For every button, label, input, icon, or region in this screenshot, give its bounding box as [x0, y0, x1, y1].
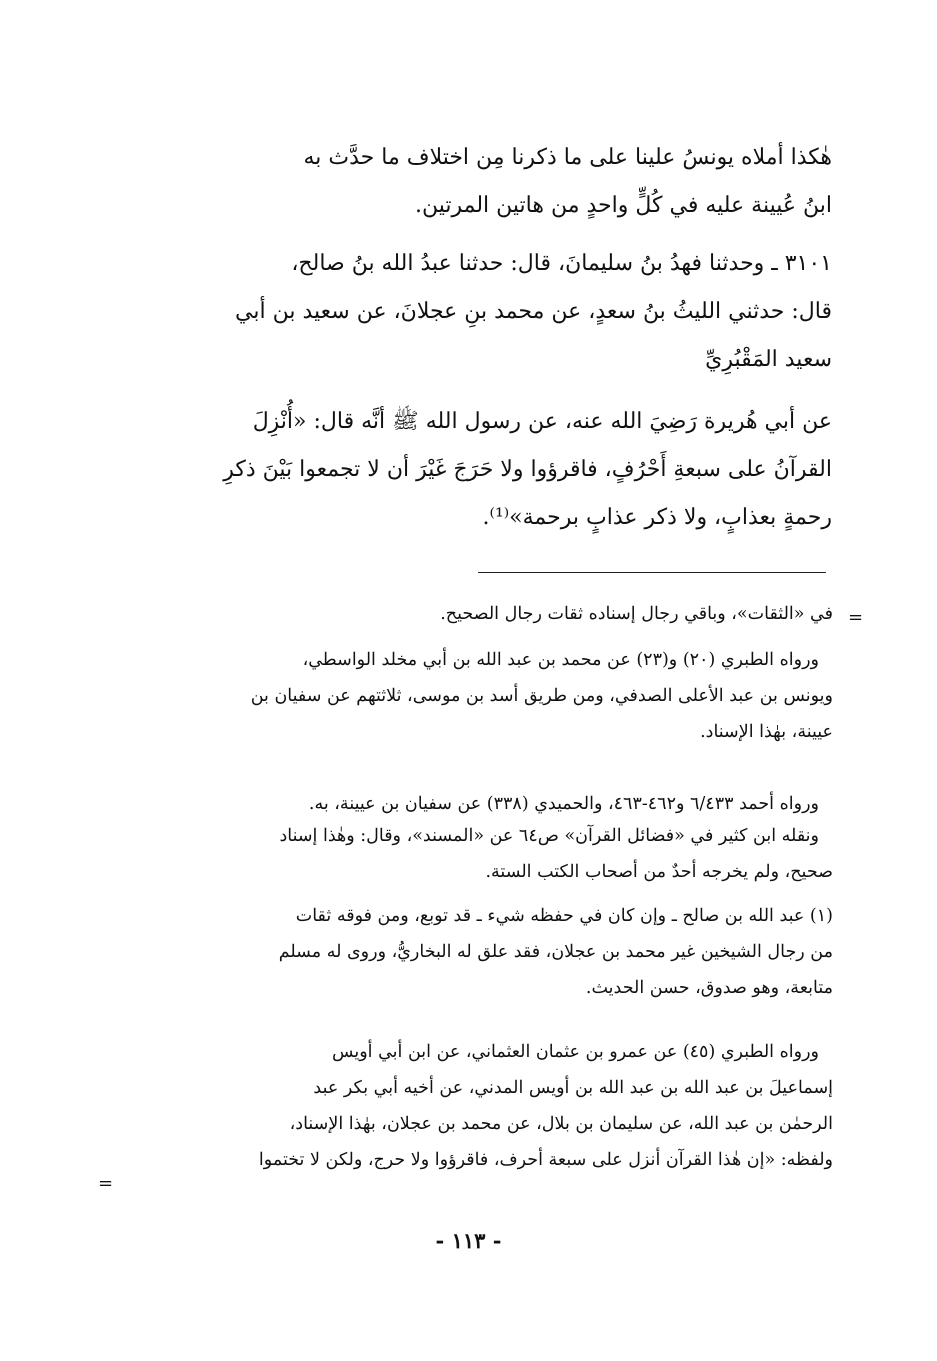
footnote-line: من رجال الشيخين غير محمد بن عجلان، فقد علق له البخاريُّ، وروى له مسلم [278, 942, 833, 962]
footnote-line: ويونس بن عبد الأعلى الصدفي، ومن طريق أسد بن موسى، ثلاثتهم عن سفيان بن [250, 686, 833, 706]
footnote-tabari-second-paragraph [121, 1034, 833, 1178]
footnote-ahmad-paragraph [121, 786, 833, 822]
footnote-line: عيينة، بهٰذا الإسناد. [700, 722, 833, 742]
text-line: رحمةٍ بعذابٍ، ولا ذكر عذابٍ برحمة»⁽¹⁾. [482, 505, 832, 530]
footnote-separator [478, 572, 826, 573]
footnote-ibn-kathir-paragraph [121, 818, 833, 890]
text-line: سعيد المَقْبُرِيِّ [705, 347, 832, 372]
footnote-line: ونقله ابن كثير في «فضائل القرآن» ص٦٤ عن «المسند»، وقال: وهٰذا إسناد [279, 826, 819, 846]
footnote-line: (١) عبد الله بن صالح ـ وإن كان في حفظه شيء ـ قد توبع، ومن فوقه ثقات [295, 906, 833, 926]
footnote-line: إسماعيلَ بن عبد الله بن عبد الله بن أويس المدني، عن أخيه أبي بكر عبد [313, 1078, 833, 1098]
text-line: هٰكذا أملاه يونسُ علينا على ما ذكرنا مِن اختلاف ما حدَّث به [303, 145, 832, 170]
page-number: - ١١٣ - [435, 1228, 502, 1253]
text-line: ابنُ عُيينة عليه في كُلٍّ واحدٍ من هاتين المرتين. [414, 193, 832, 218]
footnote-line: ورواه الطبري (٢٠) و(٢٣) عن محمد بن عبد الله بن أبي مخلد الواسطي، [302, 650, 819, 670]
footnote-continued [121, 596, 833, 632]
footnote-line: الرحمٰن بن عبد الله، عن سليمان بن بلال، عن محمد بن عجلان، بهٰذا الإسناد، [289, 1114, 833, 1134]
continuation-mark: = [848, 607, 864, 628]
footnote-line: ولفظه: «إن هٰذا القرآن أنزل على سبعة أحرف، فاقرؤوا ولا حرج، ولكن لا تختموا [258, 1150, 833, 1170]
footnote-line: صحيح، ولم يخرجه أحدٌ من أصحاب الكتب الستة. [485, 862, 833, 882]
text-line: القرآنُ على سبعةِ أَحْرُفٍ، فاقرؤوا ولا حَرَجَ غَيْرَ أن لا تجمعوا بَيْنَ ذكرِ [223, 457, 832, 482]
text-line: عن أبي هُريرة رَضِيَ الله عنه، عن رسول الله ﷺ أنَّه قال: «أُنْزِلَ [252, 409, 832, 434]
footnote-line: ورواه أحمد ٦/٤٣٣ و٤٦٢-٤٦٣، والحميدي (٣٣٨) عن سفيان بن عيينة، به. [308, 794, 819, 814]
footnote-line: ورواه الطبري (٤٥) عن عمرو بن عثمان العثماني، عن ابن أبي أويس [332, 1042, 819, 1062]
continuation-mark-end: = [98, 1173, 114, 1194]
footnote-line: في «الثقات»، وباقي رجال إسناده ثقات رجال الصحيح. [440, 604, 833, 624]
footnote-1 [121, 898, 833, 1006]
footnote-tabari-paragraph [121, 642, 833, 750]
hadith-3101-matn [122, 398, 832, 542]
hadith-3101-isnad [122, 240, 832, 384]
text-line: ٣١٠١ ـ وحدثنا فهدُ بنُ سليمانَ، قال: حدثنا عبدُ الله بنُ صالح، [291, 251, 832, 276]
footnote-line: متابعة، وهو صدوق، حسن الحديث. [585, 978, 833, 998]
text-line: قال: حدثني الليثُ بنُ سعدٍ، عن محمد بنِ عجلانَ، عن سعيد بن أبي [235, 299, 832, 324]
main-paragraph-1 [122, 134, 832, 230]
